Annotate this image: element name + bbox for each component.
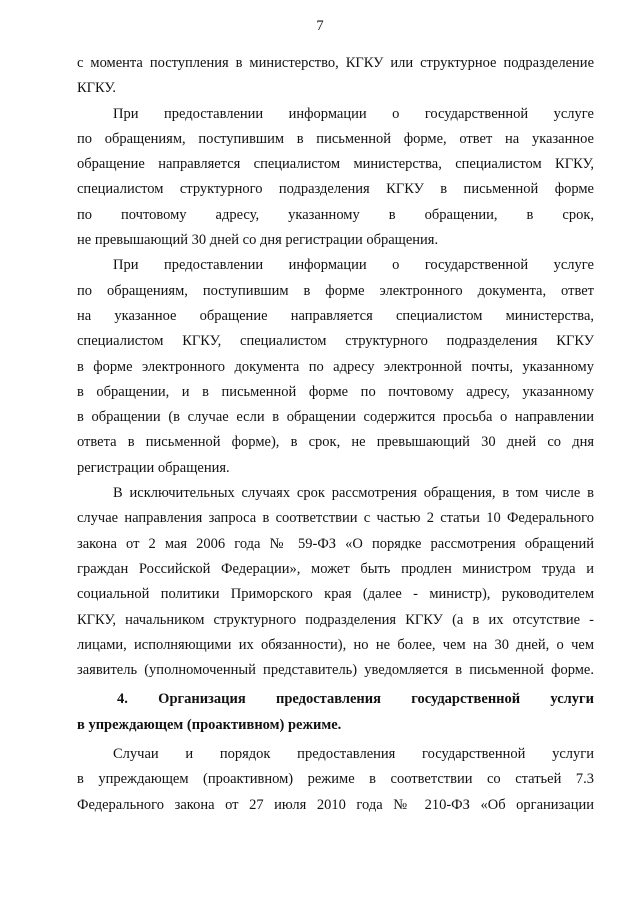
text-line: в обращении (в случае если в обращении содержится просьба о направлении: [77, 409, 594, 426]
text-line: в обращении, и в письменной форме по почтовому адресу, указанному: [77, 383, 594, 400]
text-line: по почтовому адресу, указанному в обращении, в срок,: [77, 206, 594, 223]
text-line: Федерального закона от 27 июля 2010 года № 210-ФЗ «Об организации: [77, 796, 594, 813]
text-line: с момента поступления в министерство, КГКУ или структурное подразделение: [77, 55, 594, 71]
text-line: случае направления запроса в соответствии с частью 2 статьи 10 Федерального: [77, 510, 594, 527]
text-line: ответа в письменной форме), в срок, не превышающий 30 дней со дня: [77, 434, 594, 451]
paragraph: [77, 742, 594, 818]
text-line: по обращениям, поступившим в форме электронного документа, ответ: [77, 282, 594, 299]
text-line: граждан Российской Федерации», может быть продлен министром труда и: [77, 560, 594, 577]
heading-line: в упреждающем (проактивном) режиме.: [77, 716, 342, 733]
document-body: [77, 51, 594, 818]
section-heading: [77, 687, 594, 738]
text-line: КГКУ.: [77, 80, 116, 97]
text-line: В исключительных случаях срок рассмотрения обращения, в том числе в: [113, 485, 594, 502]
text-line: специалистом структурного подразделения КГКУ в письменной форме: [77, 181, 594, 198]
text-line: социальной политики Приморского края (далее - министр), руководителем: [77, 586, 594, 603]
text-line: обращение направляется специалистом министерства, специалистом КГКУ,: [77, 156, 594, 173]
paragraph: [77, 481, 594, 683]
paragraph: [77, 102, 594, 254]
text-line: лицами, исполняющими их обязанности), но не более, чем на 30 дней, о чем: [77, 636, 594, 653]
text-line: При предоставлении информации о государственной услуге: [113, 105, 594, 122]
text-line: регистрации обращения.: [77, 459, 230, 476]
paragraph: [77, 51, 594, 102]
text-line: закона от 2 мая 2006 года № 59-ФЗ «О порядке рассмотрения обращений: [77, 535, 594, 552]
paragraph: [77, 253, 594, 481]
text-line: заявитель (уполномоченный представитель) уведомляется в письменной форме.: [77, 662, 594, 679]
text-line: в упреждающем (проактивном) режиме в соответствии со статьей 7.3: [77, 771, 594, 788]
text-line: по обращениям, поступившим в письменной форме, ответ на указанное: [77, 130, 594, 147]
text-line: специалистом КГКУ, специалистом структурного подразделения КГКУ: [77, 333, 594, 350]
text-line: на указанное обращение направляется специалистом министерства,: [77, 307, 594, 324]
text-line: Случаи и порядок предоставления государственной услуги: [113, 746, 594, 763]
text-line: При предоставлении информации о государственной услуге: [113, 257, 594, 274]
text-line: в форме электронного документа по адресу электронной почты, указанному: [77, 358, 594, 375]
heading-line: 4. Организация предоставления государственной услуги: [117, 691, 594, 708]
text-line: не превышающий 30 дней со дня регистрации обращения.: [77, 232, 439, 249]
page-number: 7: [316, 18, 324, 34]
text-line: КГКУ, начальником структурного подразделения КГКУ (а в их отсутствие -: [77, 611, 594, 628]
